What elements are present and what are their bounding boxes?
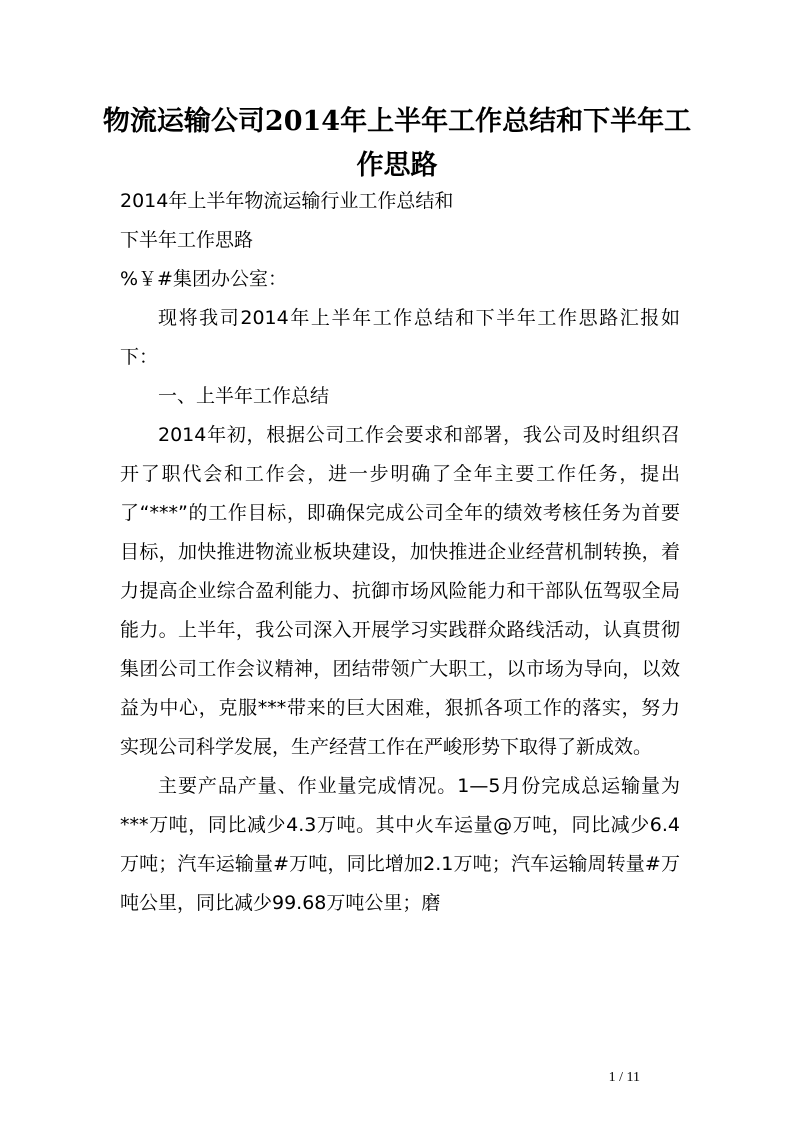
section-heading: 一、上半年工作总结 (158, 385, 330, 407)
subtitle-line-1: 2014年上半年物流运输行业工作总结和 (120, 190, 454, 212)
body-paragraph-1: 2014年初，根据公司工作会要求和部署，我公司及时组织召开了职代会和工作会，进一步明确了全年主要工作任务，提出了“***”的工作目标，即确保完成公司全年的绩效考核任务为首要目标，加快推进物流业板块建设，加快推进企业经营机制转换，着力提高企业综合盈利能力、抗御市场风险能力和干部队伍驾驭全局能力。上半年，我公司深入开展学习实践群众路线活动，认真贯彻集团公司工作会议精神，团结带领广大职工，以市场为导向，以效益为中心，克服***带来的巨大困难，狠抓各项工作的落实，努力实现公司科学发展，生产经营工作在严峻形势下取得了新成效。 (120, 424, 680, 758)
page-number: 1 / 11 (608, 1070, 640, 1085)
intro-paragraph: 现将我司2014年上半年工作总结和下半年工作思路汇报如下： (120, 307, 680, 368)
subtitle-line-2: 下半年工作思路 (120, 229, 254, 251)
addressee: %￥#集团办公室： (120, 268, 287, 290)
body-paragraph-2: 主要产品产量、作业量完成情况。1—5月份完成总运输量为***万吨，同比减少4.3万吨。其中火车运量@万吨，同比减少6.4万吨；汽车运输量#万吨，同比增加2.1万吨；汽车运输周转量#万吨公里，同比减少99.68万吨公里；磨 (120, 775, 680, 914)
document-body (120, 182, 680, 923)
document-title: 物流运输公司2014年上半年工作总结和下半年工作思路 (102, 106, 692, 181)
